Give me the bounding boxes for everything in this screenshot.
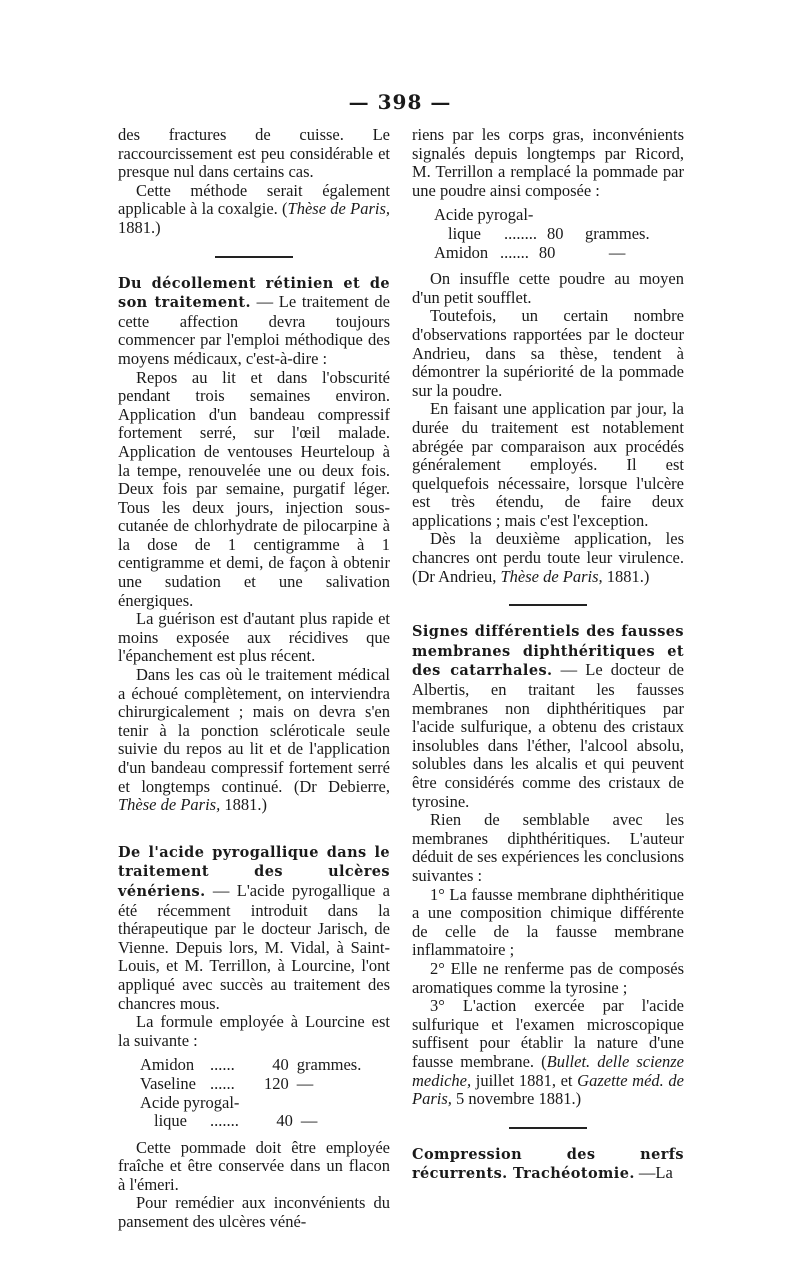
text-run: 5 novembre 1881.) [451, 1089, 582, 1109]
paragraph [118, 182, 390, 238]
text-run: 1881.) [118, 217, 161, 237]
citation: Bullet. delle scienze mediche, [412, 1051, 684, 1090]
ingredient-name: Acide pyrogal- [140, 1092, 240, 1112]
recipe-row [412, 206, 684, 225]
recipe-row [412, 225, 684, 244]
text-run: — L'acide pyrogallique a été récemment introduit dans la thérapeutique par le docteur Jarisch, de Vienne. Depuis lors, M. Vidal, à Saint-Louis, et M. Terrillon, à Lourcine, l'ont appliqué avec succès au traitement des chancres mous. [118, 880, 390, 1013]
paragraph: 1° La fausse membrane diphthéritique a une composition chimique différente de celle de la fausse membrane inflammatoire ; [412, 884, 684, 960]
paragraph: Cette pommade doit être employée fraîche et être conservée dans un flacon à l'émeri. [118, 1137, 390, 1194]
recipe-row [118, 1056, 390, 1075]
section-divider [509, 1127, 587, 1129]
section-paragraph [118, 274, 390, 369]
section-divider [509, 604, 587, 606]
paragraph: On insuffle cette poudre au moyen d'un petit soufflet. [412, 269, 684, 307]
page-number: — 398 — [348, 90, 452, 114]
text-run: Cette méthode serait également applicable à la coxalgie. ( [118, 180, 390, 219]
paragraph: Toutefois, un certain nombre d'observations rapportées par le docteur Andrieu, dans sa thèse, tendent à démontrer la supériorité de la pommade sur la poudre. [412, 306, 684, 400]
citation: Gazette méd. de Paris, [412, 1070, 685, 1109]
ingredient-name: lique [154, 1111, 187, 1131]
section-paragraph [118, 843, 390, 1013]
text-run: Dans les cas où le traitement médical a échoué complètement, on interviendra chirurgicalement ; mais on devra s'en tenir à la ponction scléroticale seule suivie du repos au lit et de l'application d'un bandeau compressif fortement serré et longtemps continué. (Dr Debierre, [118, 665, 390, 796]
citation: Thèse de Paris, [118, 795, 221, 815]
paragraph: Pour remédier aux inconvénients du pansement des ulcères véné- [118, 1193, 390, 1232]
left-column [118, 126, 390, 1232]
text-run: 1881.) [602, 566, 650, 586]
paragraph: La guérison est d'autant plus rapide et moins exposée aux récidives que l'épanchement est plus récent. [118, 609, 390, 666]
section-divider [215, 256, 293, 258]
ingredient-unit: — [608, 242, 626, 262]
right-column [412, 126, 684, 1184]
text-run: — Le docteur de Albertis, en traitant les fausses membranes non diphthéritiques par l'acide sulfurique, a obtenu des cristaux insolubles dans l'éther, l'alcool absolu, solubles dans les alcalis et qui peuvent être considérés comme des cristaux de tyrosine. [412, 660, 684, 811]
leader-dots: ........ [504, 223, 537, 243]
paragraph: des fractures de cuisse. Le raccourcissement est peu considérable et presque nul dans certains cas. [118, 125, 390, 182]
paragraph [118, 666, 390, 815]
section-heading: Du décollement rétinien et de son traitement. [118, 274, 390, 312]
text-run: — Le traitement de cette affection devra toujours commencer par l'emploi méthodique des moyens médicaux, c'est-à-dire : [118, 292, 390, 368]
paragraph: 2° Elle ne renferme pas de composés aromatiques comme la tyrosine ; [412, 958, 684, 997]
text-run: 1881.) [220, 795, 267, 815]
ingredient-name: Acide pyrogal- [434, 205, 534, 225]
recipe-row [118, 1075, 390, 1094]
paragraph: En faisant une application par jour, la durée du traitement est notablement abrégée par comparaison aux procédés généralement employés. Il est quelquefois nécessaire, lorsque l'ulcère est très étendu, de faire deux applications ; mais c'est l'exception. [412, 399, 684, 530]
ingredient-name: lique [448, 223, 481, 243]
ingredient-quantity: 120 [264, 1073, 289, 1093]
recipe-row [118, 1094, 390, 1113]
leader-dots: ...... [210, 1073, 235, 1093]
ingredient-name: Amidon [434, 242, 489, 262]
ingredient-name: Amidon [140, 1055, 195, 1075]
text-run: Dès la deuxième application, les chancres ont perdu toute leur virulence. (Dr Andrieu, [412, 529, 684, 586]
ingredient-quantity: 80 [538, 242, 556, 262]
text-run: —La [634, 1163, 673, 1183]
paragraph: La formule employée à Lourcine est la suivante : [118, 1012, 390, 1050]
leader-dots: ....... [210, 1111, 239, 1131]
section-heading: Compression des nerfs récurrents. Trachéotomie. [412, 1145, 684, 1183]
paragraph [412, 997, 684, 1109]
recipe-row [118, 1112, 390, 1131]
ingredient-quantity: 80 [547, 223, 564, 243]
recipe-table [118, 1056, 390, 1130]
paragraph [412, 530, 684, 586]
ingredient-quantity: 40 [276, 1111, 293, 1131]
paragraph: Repos au lit et dans l'obscurité pendant trois semaines environ. Application d'un bandeau compressif fortement serré, sur l'œil malade. Application de ventouses Heurteloup à la tempe, renouvelée une ou deux fois. Deux fois par semaine, purgatif léger. Tous les deux jours, injection sous-cutanée de chlorhydrate de pilocarpine à la dose de 1 centigramme à 1 centigramme et demi, de façon à obtenir une sudation et une salivation énergiques. [118, 367, 390, 610]
recipe-table [412, 206, 684, 262]
leader-dots: ....... [500, 242, 529, 262]
recipe-row [412, 244, 684, 263]
text-run: 3° L'action exercée par l'acide sulfurique et l'examen microscopique suffisent pour établir la nature d'une fausse membrane. ( [412, 996, 684, 1071]
ingredient-unit: — [296, 1073, 314, 1093]
ingredient-name: Vaseline [140, 1073, 196, 1093]
citation: Thèse de Paris, [500, 566, 603, 586]
citation: Thèse de Paris, [287, 199, 390, 219]
ingredient-unit: grammes. [585, 223, 650, 243]
ingredient-quantity: 40 [272, 1055, 289, 1075]
text-run: juillet 1881, et [471, 1070, 578, 1090]
paragraph: Rien de semblable avec les membranes diphthéritiques. L'auteur déduit de ses expériences les conclusions suivantes : [412, 810, 684, 885]
section-paragraph [412, 622, 684, 811]
paragraph: riens par les corps gras, inconvénients signalés depuis longtemps par Ricord, M. Terrillon a remplacé la pommade par une poudre ainsi composée : [412, 125, 684, 200]
section-paragraph [412, 1145, 684, 1184]
leader-dots: ...... [210, 1055, 235, 1075]
section-heading: Signes différentiels des fausses membranes diphthéritiques et des catarrhales. [412, 623, 684, 680]
ingredient-unit: grammes. [296, 1055, 362, 1075]
section-heading: De l'acide pyrogallique dans le traitement des ulcères vénériens. [118, 843, 390, 900]
ingredient-unit: — [300, 1111, 318, 1131]
